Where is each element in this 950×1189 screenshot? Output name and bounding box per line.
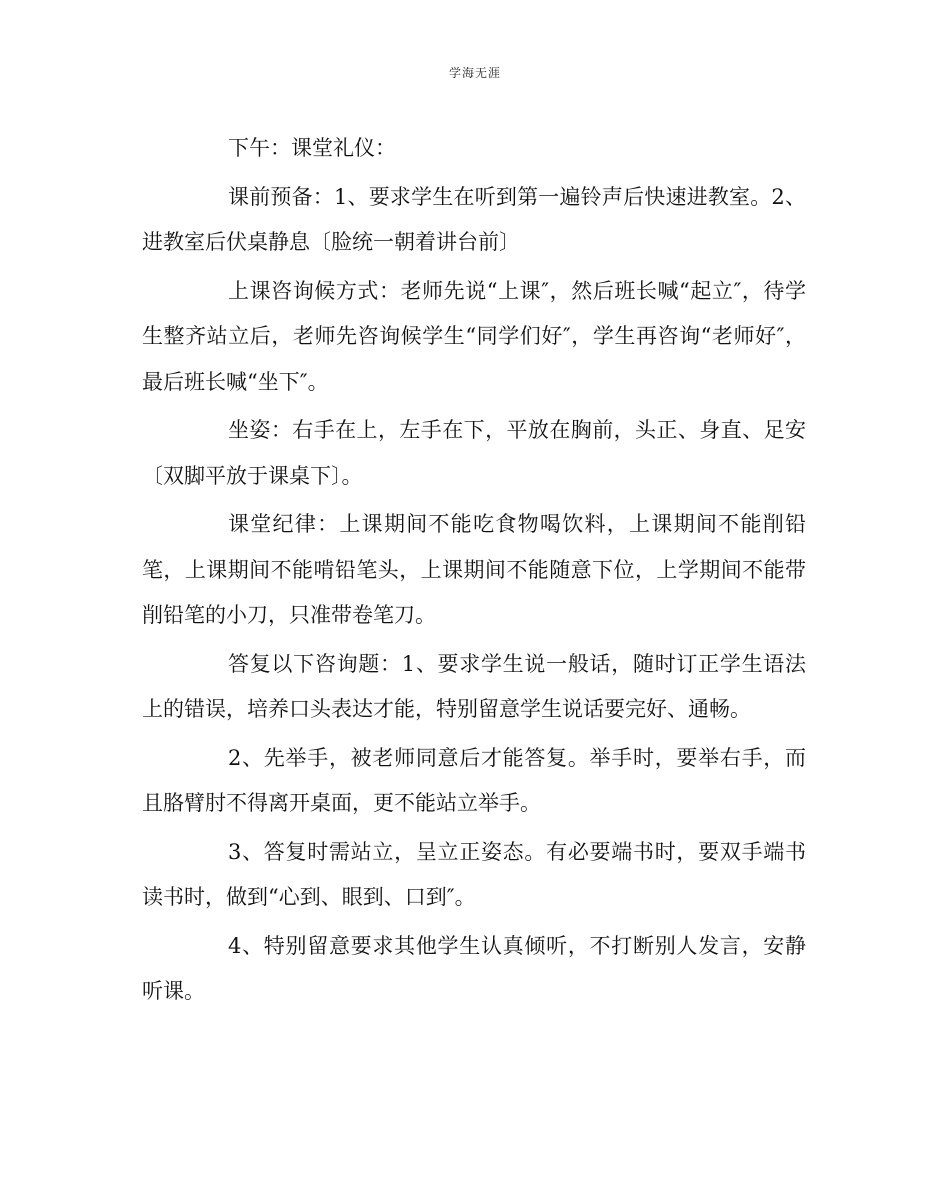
paragraph-posture: 坐姿：右手在上，左手在下，平放在胸前，头正、身直、足安〔双脚平放于课桌下〕。 <box>142 418 806 488</box>
paragraph-answer-2: 2、先举手，被老师同意后才能答复。举手时，要举右手，而且胳臂肘不得离开桌面，更不能站立举手。 <box>142 745 806 815</box>
page-header: 学海无涯 <box>448 66 501 80</box>
paragraph-afternoon-title: 下午：课堂礼仪： <box>228 136 396 160</box>
document-body <box>142 126 806 1015</box>
paragraph-answer-3: 3、答复时需站立，呈立正姿态。有必要端书时，要双手端书读书时，做到“心到、眼到、口到″。 <box>142 839 806 909</box>
paragraph-discipline: 课堂纪律：上课期间不能吃食物喝饮料，上课期间不能削铅笔，上课期间不能啃铅笔头，上课期间不能随意下位，上学期间不能带削铅笔的小刀，只准带卷笔刀。 <box>142 512 806 627</box>
paragraph-greeting: 上课咨询候方式：老师先说“上课″，然后班长喊“起立″，待学生整齐站立后，老师先咨询候学生“同学们好″，学生再咨询“老师好″，最后班长喊“坐下″。 <box>142 278 806 394</box>
paragraph-answer-4: 4、特别留意要求其他学生认真倾听，不打断别人发言，安静听课。 <box>142 933 806 1003</box>
paragraph-answer-1: 答复以下咨询题：1、要求学生说一般话，随时订正学生语法上的错误，培养口头表达才能，特别留意学生说话要完好、通畅。 <box>142 651 806 721</box>
paragraph-preparation: 课前预备：1、要求学生在听到第一遍铃声后快速进教室。2、进教室后伏桌静息〔脸统一朝着讲台前〕 <box>142 184 806 254</box>
